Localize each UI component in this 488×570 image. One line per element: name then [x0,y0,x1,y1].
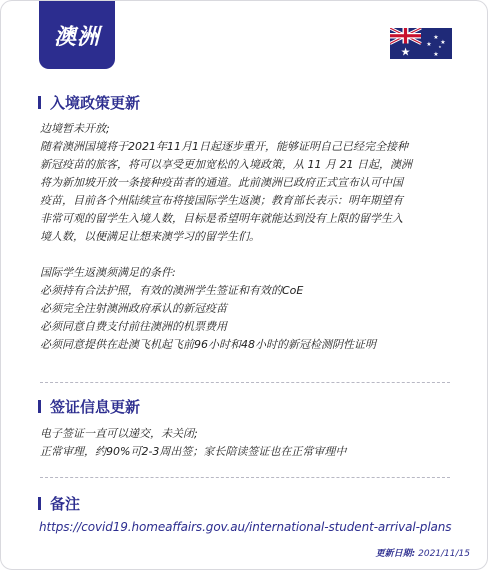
entry-policy-title: 入境政策更新 [50,93,141,112]
entry-line: 随着澳洲国境将于2021年11月1日起逐步重开，能够证明自己已经完全接种 [40,140,408,153]
visa-heading [38,396,140,416]
entry-line: 境人数，以便满足让想来澳学习的留学生们。 [40,230,260,243]
entry-line: 必须完全注射澳洲政府承认的新冠疫苗 [40,302,227,315]
entry-policy-text [40,120,469,354]
visa-line: 正常审理，约90%可2-3周出签；家长陪读签证也在正常审理中 [40,445,347,458]
notes-heading [38,493,80,513]
entry-line: 将为新加坡开放一条接种疫苗者的通道。此前澳洲已政府正式宣布认可中国 [40,176,403,189]
update-date-value: 2021/11/15 [418,549,470,559]
svg-text:★: ★ [426,41,432,48]
heading-bar [38,400,41,413]
svg-text:★: ★ [433,51,439,58]
entry-line: 国际学生返澳须满足的条件: [40,266,176,279]
entry-line: 疫苗，目前各个州陆续宣布将接国际学生返澳；教育部长表示：明年期望有 [40,194,403,207]
visa-text [40,425,469,461]
heading-bar [38,497,41,510]
entry-line: 必须同意自费支付前往澳洲的机票费用 [40,320,227,333]
entry-line-spacer [40,246,469,264]
entry-line: 新冠疫苗的旅客，将可以享受更加宽松的入境政策，从 11 月 21 日起，澳洲 [40,158,412,171]
country-title: 澳洲 [53,24,100,50]
svg-text:★: ★ [440,39,446,46]
svg-text:★: ★ [438,45,442,49]
entry-line: 必须持有合法护照，有效的澳洲学生签证和有效的CoE [40,284,304,297]
svg-text:★: ★ [433,34,439,41]
section-divider [40,382,450,383]
country-tab [39,1,115,69]
entry-line: 非常可观的留学生入境人数，目标是希望明年就能达到没有上限的留学生入 [40,212,403,225]
heading-bar [38,96,41,109]
notes-title: 备注 [50,494,81,513]
visa-line: 电子签证一直可以递交，未关闭; [40,427,198,440]
update-date [376,546,470,559]
notes-link[interactable]: https://covid19.homeaffairs.gov.au/international-student-arrival-plans [39,520,452,534]
entry-policy-heading [38,92,140,112]
entry-line: 必须同意提供在赴澳飞机起飞前96小时和48小时的新冠检测阴性证明 [40,338,376,351]
entry-line: 边境暂未开放; [40,122,110,135]
svg-text:★: ★ [400,45,411,59]
section-divider [40,477,450,478]
update-date-label: 更新日期: [375,549,416,559]
visa-title: 签证信息更新 [50,397,141,416]
australia-flag-icon [390,28,452,59]
